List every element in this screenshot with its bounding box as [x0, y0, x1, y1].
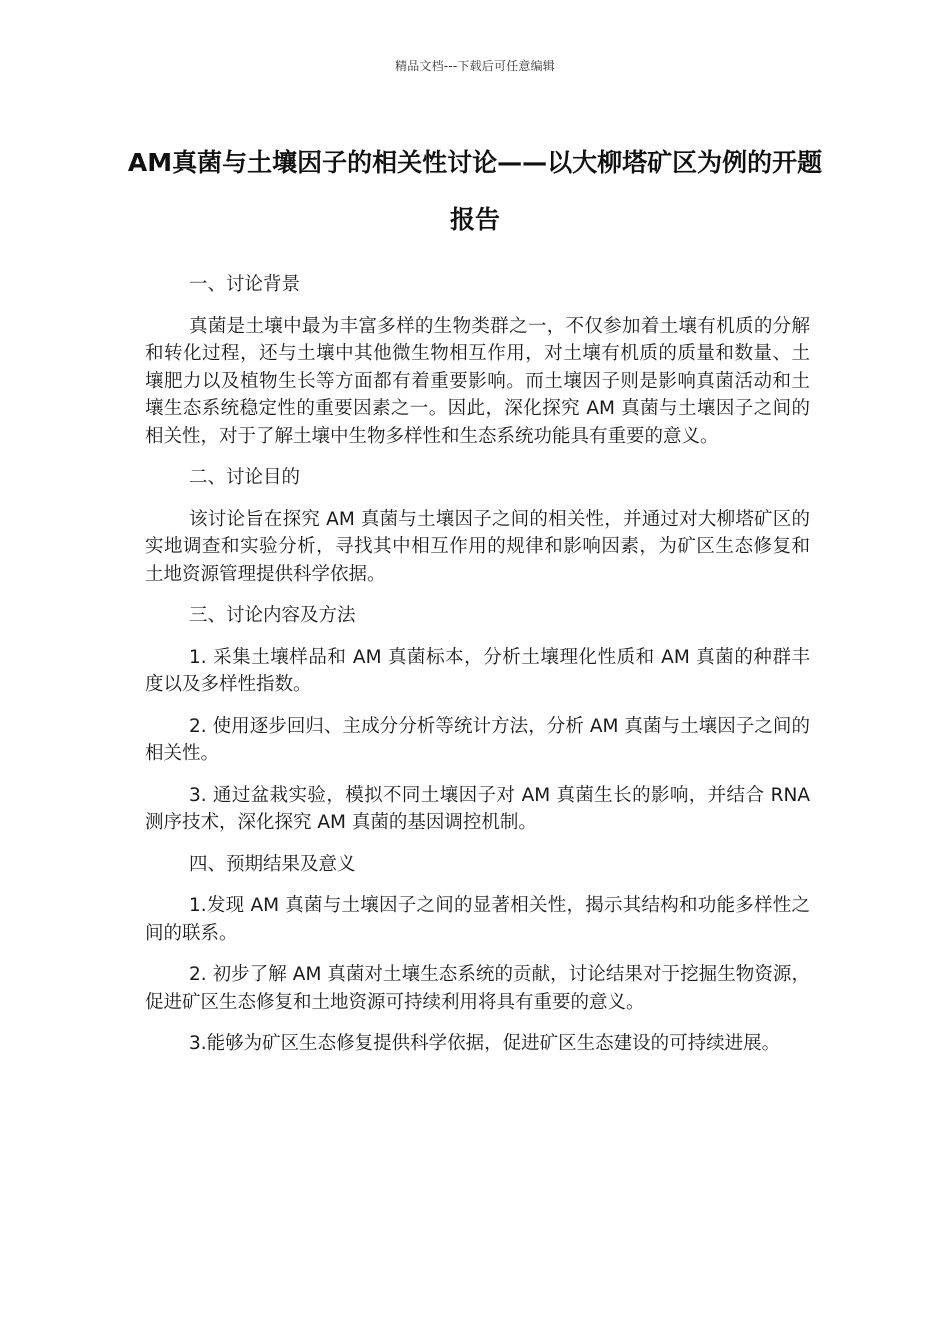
section-purpose — [145, 464, 810, 588]
section-heading: 四、预期结果及意义 — [189, 853, 356, 875]
paragraph: 该讨论旨在探究 AM 真菌与土壤因子之间的相关性，并通过对大柳塔矿区的实地调查和实验分析，寻找其中相互作用的规律和影响因素，为矿区生态修复和土地资源管理提供科学依据。 — [145, 508, 810, 585]
list-item: 3. 通过盆栽实验，模拟不同土壤因子对 AM 真菌生长的影响，并结合 RNA 测序技术，深化探究 AM 真菌的基因调控机制。 — [145, 784, 810, 833]
header-note: 精品文档---下载后可任意编辑 — [395, 59, 555, 73]
section-heading: 一、讨论背景 — [189, 274, 301, 295]
paragraph: 真菌是土壤中最为丰富多样的生物类群之一，不仅参加着土壤有机质的分解和转化过程，还与土壤中其他微生物相互作用，对土壤有机质的质量和数量、土壤肥力以及植物生长等方面都有着重要影响。而土壤因子则是影响真菌活动和土壤生态系统稳定性的重要因素之一。因此，深化探究 AM 真菌与土壤因子之间的相关性，对于了解土壤中生物多样性和生态系统功能具有重要的意义。 — [145, 315, 810, 447]
document-title: AM真菌与土壤因子的相关性讨论——以大柳塔矿区为例的开题报告 — [127, 148, 823, 234]
section-background — [145, 271, 810, 450]
list-item: 1. 采集土壤样品和 AM 真菌标本，分析土壤理化性质和 AM 真菌的种群丰度以及多样性指数。 — [145, 646, 810, 695]
list-item: 2. 使用逐步回归、主成分分析等统计方法，分析 AM 真菌与土壤因子之间的相关性。 — [145, 715, 810, 764]
section-heading: 二、讨论目的 — [189, 467, 301, 488]
document-body — [145, 271, 810, 1072]
list-item: 1.发现 AM 真菌与土壤因子之间的显著相关性，揭示其结构和功能多样性之间的联系。 — [145, 895, 810, 944]
list-item: 2. 初步了解 AM 真菌对土壤生态系统的贡献，讨论结果对于挖掘生物资源，促进矿区生态修复和土地资源可持续利用将具有重要的意义。 — [145, 964, 810, 1013]
section-content-methods — [145, 602, 810, 837]
section-expected-results — [145, 851, 810, 1058]
list-item: 3.能够为矿区生态修复提供科学依据，促进矿区生态建设的可持续进展。 — [189, 1033, 781, 1054]
section-heading: 三、讨论内容及方法 — [189, 605, 356, 626]
